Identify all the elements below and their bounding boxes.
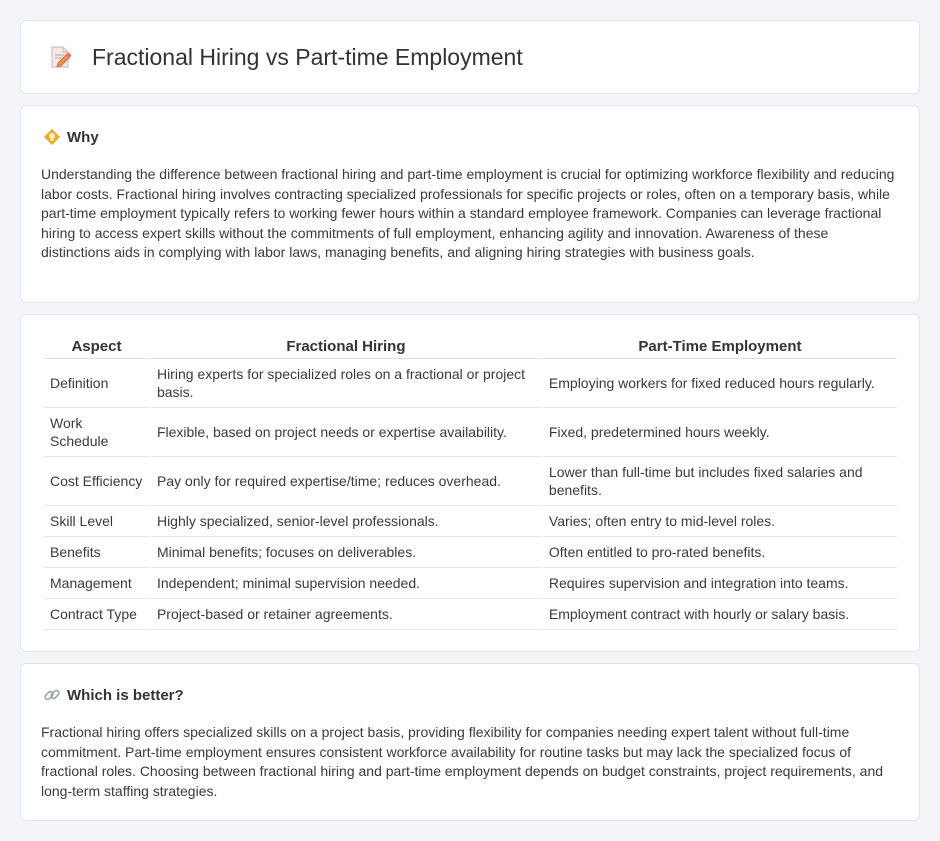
table-row xyxy=(44,537,897,568)
aspect-cell: Definition xyxy=(44,359,149,408)
fractional-cell: Project-based or retainer agreements. xyxy=(151,599,541,630)
part-time-cell: Employing workers for fixed reduced hours regularly. xyxy=(543,359,897,408)
which-is-better-text: Fractional hiring offers specialized skills on a project basis, providing flexibility for companies needing expert talent without full-time commitment. Part-time employment ensures consistent workforce availability for routine tasks but may lack the specialized focus of fractional roles. Choosing between fractional hiring and part-time employment depends on budget constraints, project requirements, and long-term staffing strategies. xyxy=(41,724,884,799)
table-header-row xyxy=(44,335,897,359)
table-row xyxy=(44,568,897,599)
which-is-better-title: Which is better? xyxy=(67,686,184,704)
aspect-cell: Management xyxy=(44,568,149,599)
title-card xyxy=(20,20,920,94)
which-is-better-section xyxy=(20,663,920,821)
fractional-cell: Highly specialized, senior-level professionals. xyxy=(151,506,541,537)
aspect-cell: Work Schedule xyxy=(44,408,149,457)
header-part-time-employment: Part-Time Employment xyxy=(543,335,897,359)
fractional-cell: Independent; minimal supervision needed. xyxy=(151,568,541,599)
document-pencil-icon xyxy=(47,44,73,70)
why-title: Why xyxy=(67,128,99,146)
link-icon xyxy=(43,686,61,704)
page-title: Fractional Hiring vs Part-time Employment xyxy=(92,43,523,70)
table-row xyxy=(44,506,897,537)
part-time-cell: Lower than full-time but includes fixed salaries and benefits. xyxy=(543,457,897,506)
fractional-cell: Minimal benefits; focuses on deliverables. xyxy=(151,537,541,568)
comparison-table-card xyxy=(20,314,920,652)
aspect-cell: Contract Type xyxy=(44,599,149,630)
fractional-cell: Pay only for required expertise/time; reduces overhead. xyxy=(151,457,541,506)
header-fractional-hiring: Fractional Hiring xyxy=(151,335,541,359)
aspect-cell: Cost Efficiency xyxy=(44,457,149,506)
fractional-cell: Hiring experts for specialized roles on a fractional or project basis. xyxy=(151,359,541,408)
fractional-cell: Flexible, based on project needs or expertise availability. xyxy=(151,408,541,457)
part-time-cell: Requires supervision and integration into teams. xyxy=(543,568,897,599)
table-row xyxy=(44,599,897,630)
part-time-cell: Varies; often entry to mid-level roles. xyxy=(543,506,897,537)
part-time-cell: Fixed, predetermined hours weekly. xyxy=(543,408,897,457)
aspect-cell: Skill Level xyxy=(44,506,149,537)
part-time-cell: Often entitled to pro-rated benefits. xyxy=(543,537,897,568)
aspect-cell: Benefits xyxy=(44,537,149,568)
header-aspect: Aspect xyxy=(44,335,149,359)
comparison-table xyxy=(42,335,899,630)
table-row xyxy=(44,359,897,408)
why-text: Understanding the difference between fractional hiring and part-time employment is crucial for optimizing workforce flexibility and reducing labor costs. Fractional hiring involves contracting specialized professionals for specific projects or roles, often on a temporary basis, while part-time employment typically refers to working fewer hours within a standard employee framework. Companies can leverage fractional hiring to access expert skills without the commitments of full employment, enhancing agility and innovation. Awareness of these distinctions aids in complying with labor laws, managing benefits, and aligning hiring strategies with business goals. xyxy=(41,166,895,260)
table-row xyxy=(44,457,897,506)
bulb-diamond-icon xyxy=(43,128,61,146)
why-section xyxy=(20,105,920,303)
table-row xyxy=(44,408,897,457)
part-time-cell: Employment contract with hourly or salary basis. xyxy=(543,599,897,630)
